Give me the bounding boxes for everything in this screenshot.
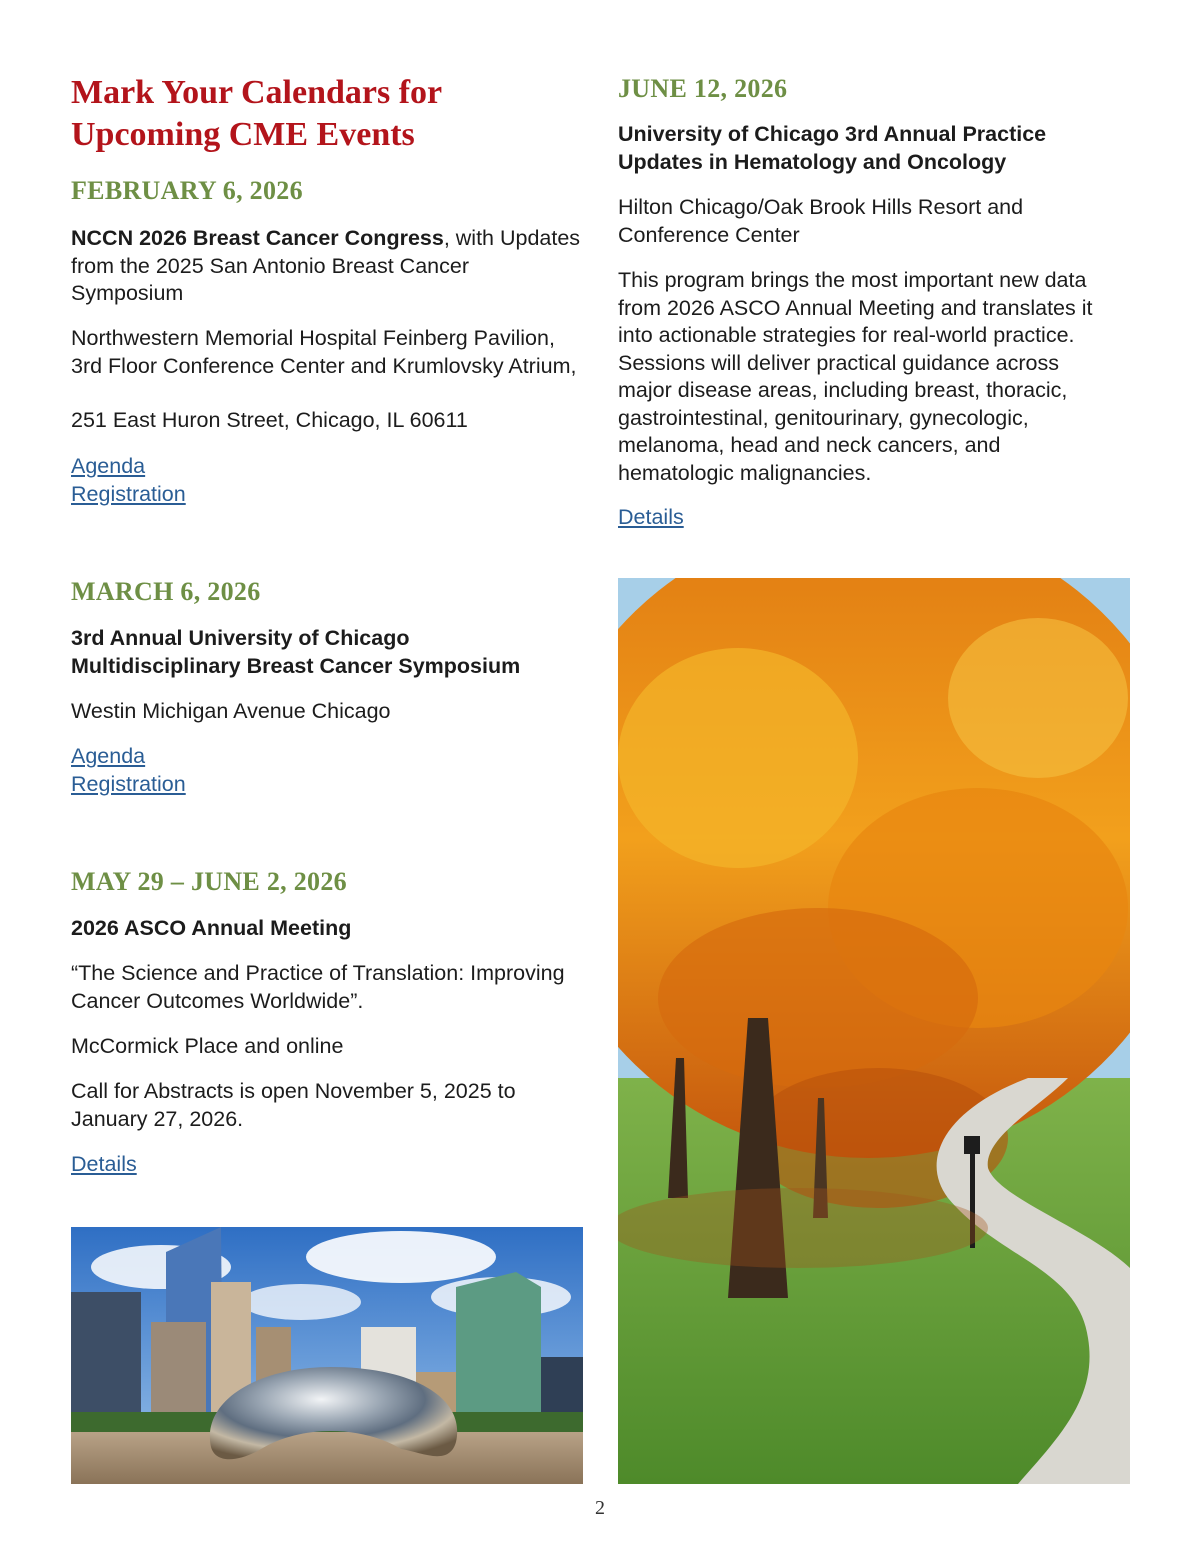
details-link[interactable]: Details [618,505,684,529]
page-number: 2 [595,1497,605,1519]
autumn-tree-photo [618,578,1130,1484]
event-links [71,1151,137,1179]
event-note: Call for Abstracts is open November 5, 2025 to January 27, 2026. [71,1079,516,1131]
event-links [71,453,186,508]
event-date: MARCH 6, 2026 [71,577,261,606]
event-venue: McCormick Place and online [71,1034,344,1058]
event-venue: Westin Michigan Avenue Chicago [71,699,391,723]
event-name: 2026 ASCO Annual Meeting [71,916,352,940]
page-title: Mark Your Calendars for Upcoming CME Events [71,74,442,153]
event-name: University of Chicago 3rd Annual Practice Updates in Hematology and Oncology [618,122,1047,174]
agenda-link[interactable]: Agenda [71,744,146,768]
event-date: JUNE 12, 2026 [618,74,788,103]
registration-link[interactable]: Registration [71,771,186,796]
event-name-bold: NCCN 2026 Breast Cancer Congress [71,226,444,250]
event-name [71,225,586,308]
event-date: FEBRUARY 6, 2026 [71,176,303,205]
agenda-link[interactable]: Agenda [71,454,146,478]
event-theme: “The Science and Practice of Translation: Improving Cancer Outcomes Worldwide”. [71,961,565,1013]
chicago-bean-photo [71,1227,583,1484]
event-address: 251 East Huron Street, Chicago, IL 60611 [71,408,468,432]
event-venue: Hilton Chicago/Oak Brook Hills Resort and Conference Center [618,195,1024,247]
event-links [618,504,684,532]
event-venue: Northwestern Memorial Hospital Feinberg Pavilion, 3rd Floor Conference Center and Krumlovsky Atrium, [71,326,577,378]
event-name-rest: , with Updates from the 2025 San Antonio Breast Cancer Symposium [71,226,581,305]
event-description: This program brings the most important new data from 2026 ASCO Annual Meeting and translates it into actionable strategies for real-world practice. Sessions will deliver practical guidance across major disease areas, including breast, thoracic, gastrointestinal, genitourinary, gynecologic, melanoma, head and neck cancers, and hematologic malignancies. [618,268,1093,485]
details-link[interactable]: Details [71,1152,137,1176]
event-name: 3rd Annual University of Chicago Multidisciplinary Breast Cancer Symposium [71,626,521,678]
registration-link[interactable]: Registration [71,481,186,506]
event-links [71,743,186,798]
event-date: MAY 29 – JUNE 2, 2026 [71,867,347,896]
